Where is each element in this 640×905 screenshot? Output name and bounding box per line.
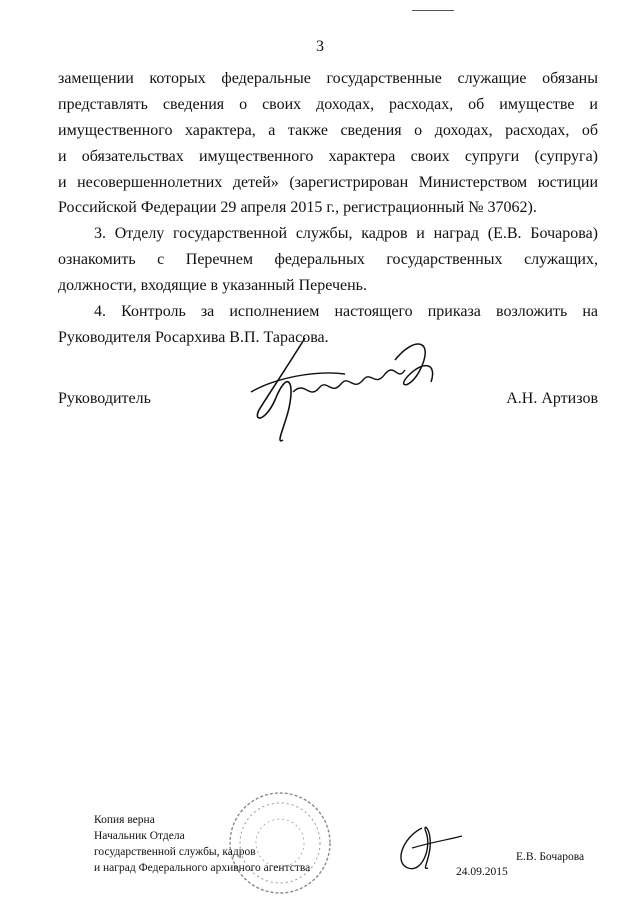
item-3-line: 3. Отделу государственной службы, кадров и наград (Е.В. Бочарова) xyxy=(94,225,598,243)
body-line: замещении которых федеральные государственные служащие обязаны xyxy=(58,70,598,87)
body-line: имущественного характера, а также сведения о доходах, расходах, об xyxy=(58,121,598,139)
footer-line: и наград Федерального архивного агентства xyxy=(94,862,311,874)
footer-line: государственной службы, кадров xyxy=(94,846,256,858)
body-line: и несовершеннолетних детей» (зарегистрирован Министерством юстиции xyxy=(58,173,598,191)
footer-line: Копия верна xyxy=(94,814,155,826)
body-line: и обязательствах имущественного характера своих супруги (супруга) xyxy=(58,147,598,165)
body-line: представлять сведения о своих доходах, расходах, об имуществе и xyxy=(58,95,598,113)
certifier-name: Е.В. Бочарова xyxy=(516,851,585,863)
item-4-line: 4. Контроль за исполнением настоящего приказа возложить на xyxy=(94,303,598,321)
item-3-line: ознакомить с Перечнем федеральных государственных служащих, xyxy=(58,251,598,269)
document-body xyxy=(58,66,598,351)
signatory-title: Руководитель xyxy=(58,390,151,407)
top-mark-line xyxy=(412,10,454,11)
footer-line: Начальник Отдела xyxy=(94,830,185,842)
page-number: 3 xyxy=(316,38,324,55)
item-3-line: должности, входящие в указанный Перечень. xyxy=(58,277,367,295)
item-4-line: Руководителя Росархива В.П. Тарасова. xyxy=(58,328,329,346)
director-signature xyxy=(245,330,445,450)
certification-date: 24.09.2015 xyxy=(456,866,508,878)
signatory-name: А.Н. Артизов xyxy=(506,390,598,407)
copy-certification xyxy=(94,812,310,876)
body-line: Российской Федерации 29 апреля 2015 г., регистрационный № 37062). xyxy=(58,199,537,217)
